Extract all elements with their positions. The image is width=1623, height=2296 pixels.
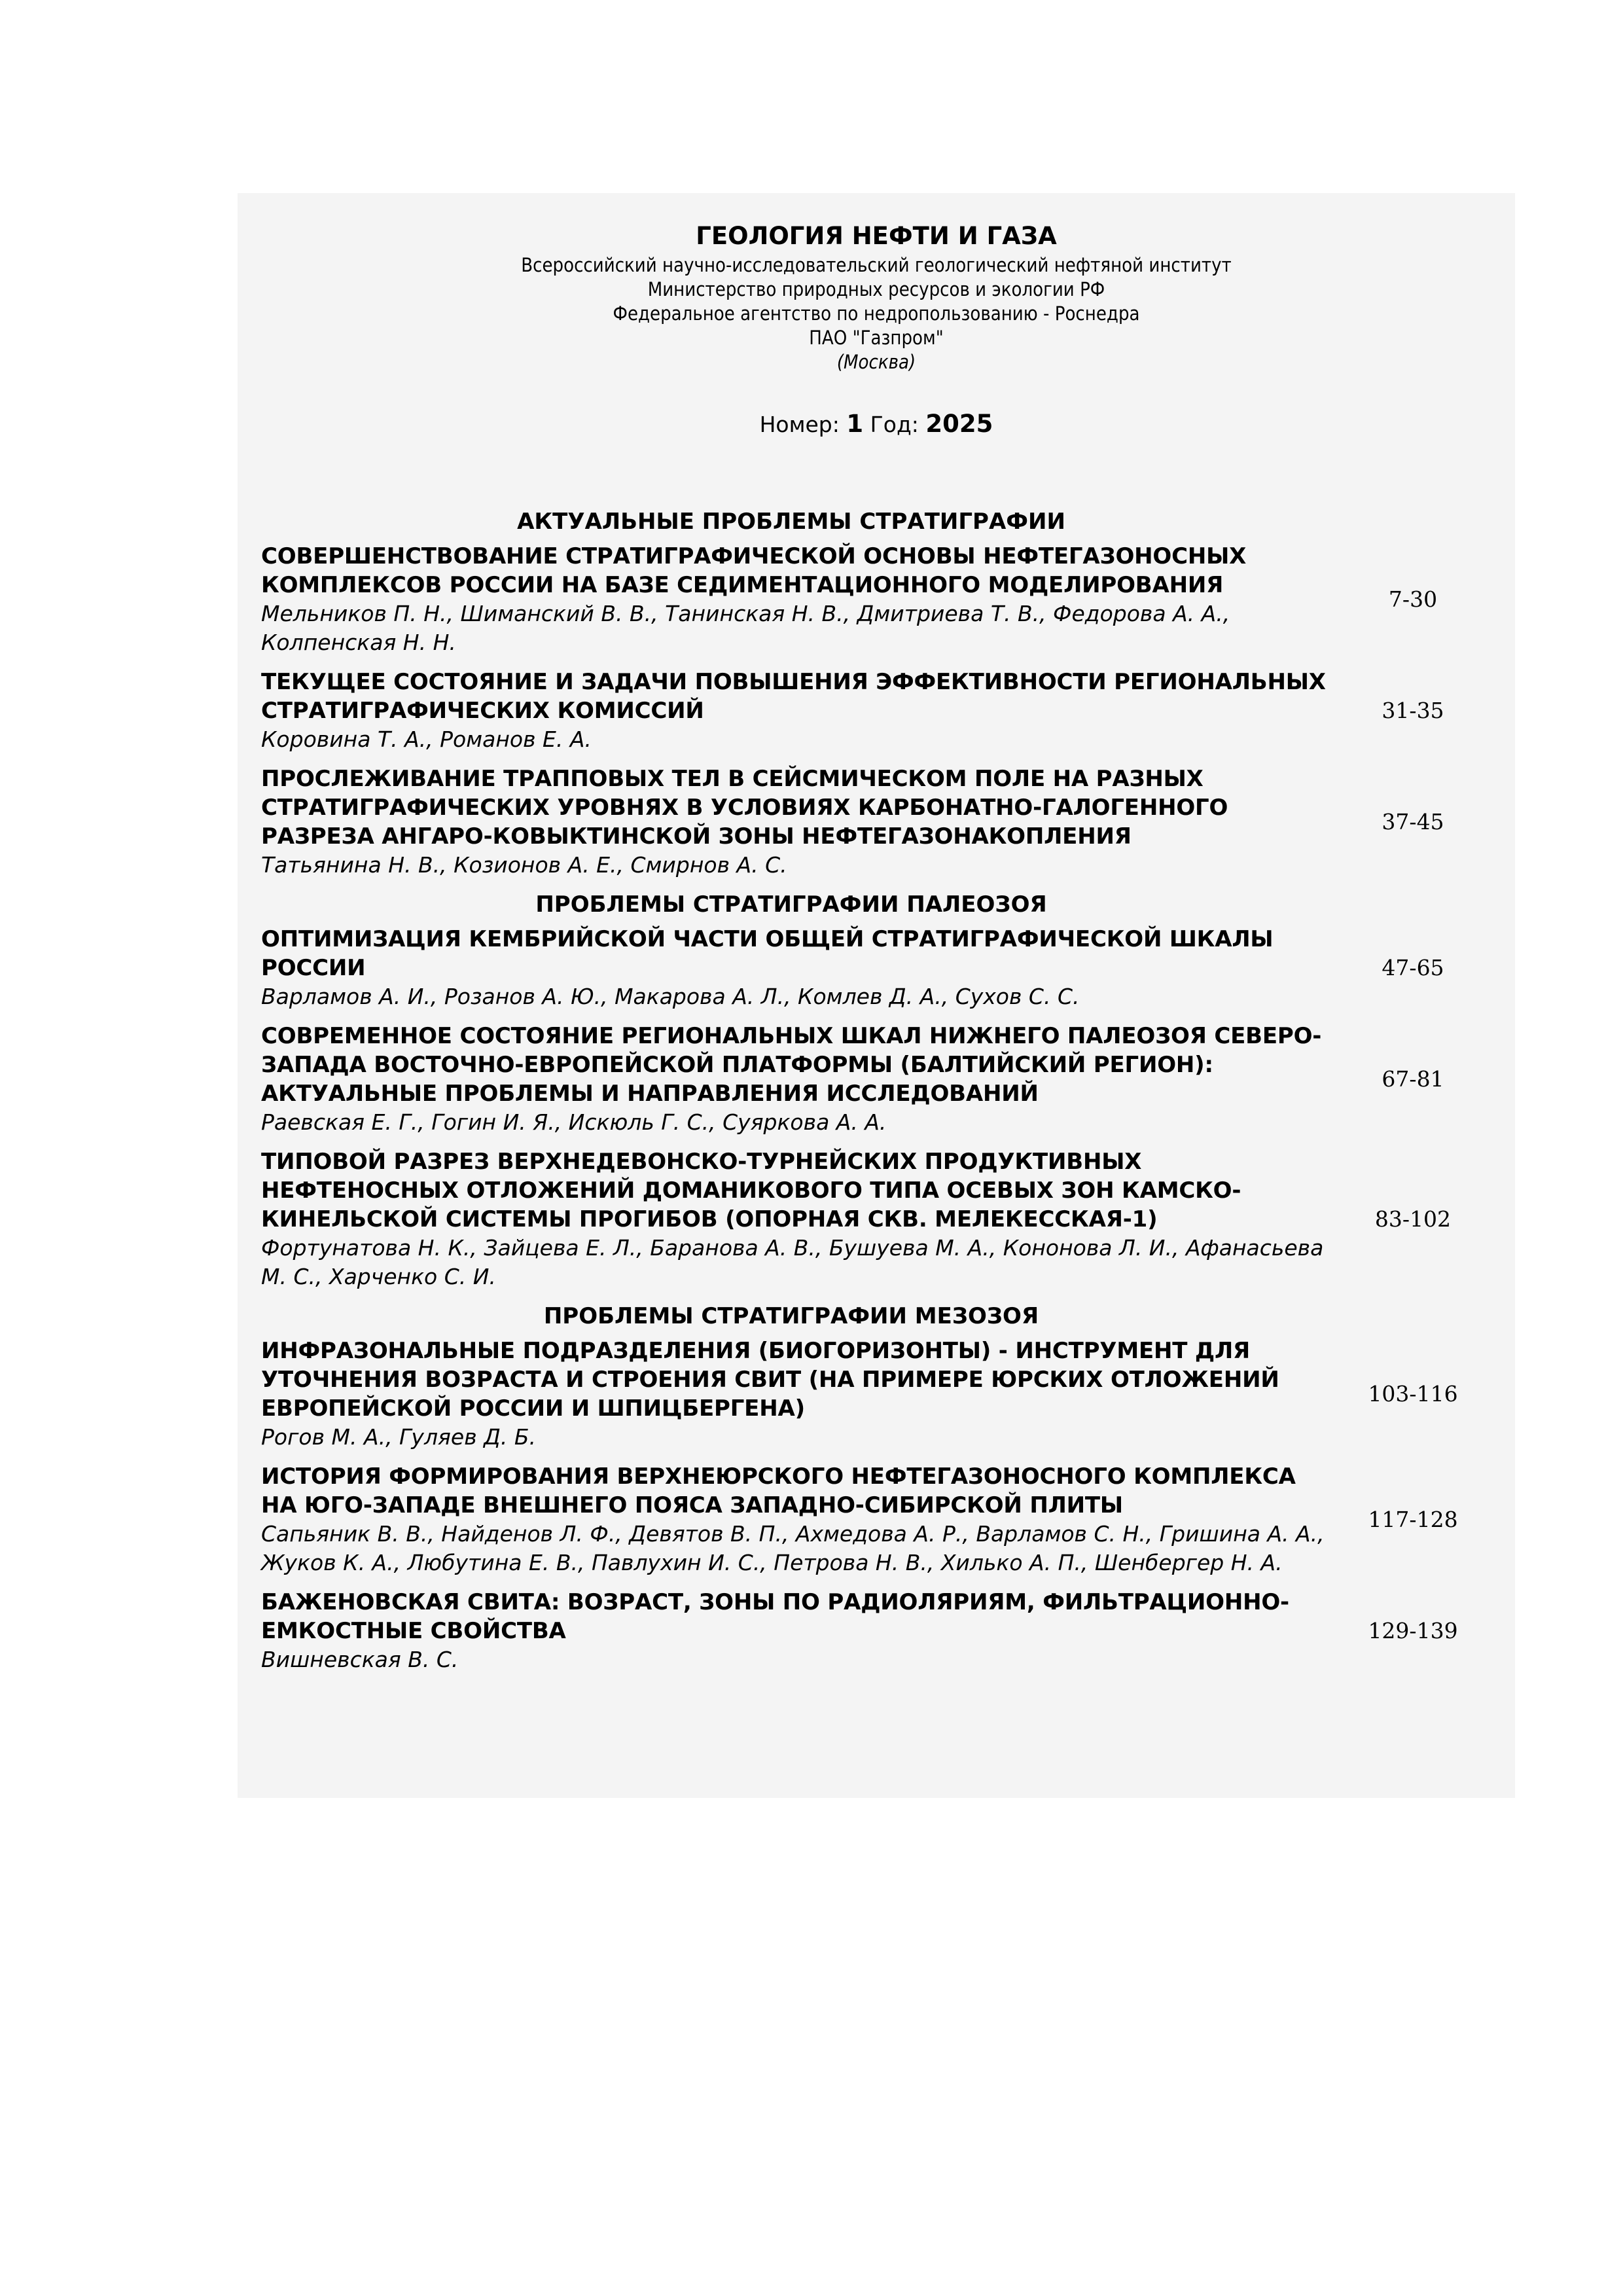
article-pages: 31-35 [1382, 698, 1444, 723]
article-authors: Варламов А. И., Розанов А. Ю., Макарова А. Л., Комлев Д. А., Сухов С. С. [261, 984, 1080, 1009]
article-pages: 47-65 [1382, 955, 1444, 980]
publisher-line: ПАО "Газпром" [809, 327, 944, 349]
issue-year: 2025 [925, 410, 993, 438]
article-title[interactable]: СОВРЕМЕННОЕ СОСТОЯНИЕ РЕГИОНАЛЬНЫХ ШКАЛ НИЖНЕГО ПАЛЕОЗОЯ СЕВЕРО-ЗАПАДА ВОСТОЧНО-ЕВРОПЕЙСКОЙ ПЛАТФОРМЫ (БАЛТИЙСКИЙ РЕГИОН): АКТУАЛЬНЫЕ ПРОБЛЕМЫ И НАПРАВЛЕНИЯ ИССЛЕДОВАНИЙ [261, 1023, 1322, 1107]
article-authors: Коровина Т. А., Романов Е. А. [261, 726, 592, 752]
article-authors: Вишневская В. С. [261, 1647, 459, 1672]
article-authors: Раевская Е. Г., Гогин И. Я., Искюль Г. С., Суяркова А. А. [261, 1109, 887, 1135]
article-entry [261, 542, 1491, 657]
article-pages: 103-116 [1368, 1381, 1458, 1407]
article-title[interactable]: ТЕКУЩЕЕ СОСТОЯНИЕ И ЗАДАЧИ ПОВЫШЕНИЯ ЭФФЕКТИВНОСТИ РЕГИОНАЛЬНЫХ СТРАТИГРАФИЧЕСКИХ КОМИССИЙ [261, 669, 1326, 724]
article-pages: 117-128 [1368, 1507, 1458, 1532]
article-entry [261, 1336, 1491, 1452]
issue-info [238, 411, 1515, 438]
article-authors: Сапьяник В. В., Найденов Л. Ф., Девятов В. П., Ахмедова А. Р., Варламов С. Н., Гришина А. А., Жуков К. А., Любутина Е. В., Павлухин И. С., Петрова Н. В., Хилько А. П., Шенбергер Н. А. [261, 1521, 1325, 1575]
article-title[interactable]: БАЖЕНОВСКАЯ СВИТА: ВОЗРАСТ, ЗОНЫ ПО РАДИОЛЯРИЯМ, ФИЛЬТРАЦИОННО-ЕМКОСТНЫЕ СВОЙСТВА [261, 1589, 1289, 1644]
article-entry [261, 764, 1491, 880]
article-entry [261, 1462, 1491, 1577]
contents-panel [238, 193, 1515, 1798]
article-entry [261, 1022, 1491, 1137]
publisher-line: Всероссийский научно-исследовательский геологический нефтяной институт [521, 254, 1232, 276]
article-pages: 37-45 [1382, 809, 1444, 834]
article-title[interactable]: ПРОСЛЕЖИВАНИЕ ТРАППОВЫХ ТЕЛ В СЕЙСМИЧЕСКОМ ПОЛЕ НА РАЗНЫХ СТРАТИГРАФИЧЕСКИХ УРОВНЯХ В УСЛОВИЯХ КАРБОНАТНО-ГАЛОГЕННОГО РАЗРЕЗА АНГАРО-КОВЫКТИНСКОЙ ЗОНЫ НЕФТЕГАЗОНАКОПЛЕНИЯ [261, 766, 1228, 850]
article-title[interactable]: ИСТОРИЯ ФОРМИРОВАНИЯ ВЕРХНЕЮРСКОГО НЕФТЕГАЗОНОСНОГО КОМПЛЕКСА НА ЮГО-ЗАПАДЕ ВНЕШНЕГО ПОЯСА ЗАПАДНО-СИБИРСКОЙ ПЛИТЫ [261, 1463, 1296, 1518]
article-title[interactable]: ОПТИМИЗАЦИЯ КЕМБРИЙСКОЙ ЧАСТИ ОБЩЕЙ СТРАТИГРАФИЧЕСКОЙ ШКАЛЫ РОССИИ [261, 926, 1274, 981]
publisher-city: (Москва) [836, 351, 916, 373]
article-pages: 67-81 [1382, 1066, 1444, 1092]
section-heading: ПРОБЛЕМЫ СТРАТИГРАФИИ МЕЗОЗОЯ [543, 1303, 1039, 1329]
article-pages: 129-139 [1368, 1618, 1458, 1643]
issue-number: 1 [846, 410, 864, 438]
article-title[interactable]: ИНФРАЗОНАЛЬНЫЕ ПОДРАЗДЕЛЕНИЯ (БИОГОРИЗОНТЫ) - ИНСТРУМЕНТ ДЛЯ УТОЧНЕНИЯ ВОЗРАСТА И СТРОЕНИЯ СВИТ (НА ПРИМЕРЕ ЮРСКИХ ОТЛОЖЕНИЙ ЕВРОПЕЙСКОЙ РОССИИ И ШПИЦБЕРГЕНА) [261, 1338, 1279, 1422]
article-entry [261, 925, 1491, 1011]
article-entry [261, 668, 1491, 754]
article-authors: Рогов М. А., Гуляев Д. Б. [261, 1424, 537, 1450]
article-authors: Фортунатова Н. К., Зайцева Е. Л., Баранова А. В., Бушуева М. А., Кононова Л. И., Афанасьева М. С., Харченко С. И. [261, 1235, 1324, 1289]
article-authors: Татьянина Н. В., Козионов А. Е., Смирнов А. С. [261, 852, 787, 878]
publisher-line: Федеральное агентство по недропользованию - Роснедра [613, 302, 1140, 325]
article-authors: Мельников П. Н., Шиманский В. В., Танинская Н. В., Дмитриева Т. В., Федорова А. А., Колпенская Н. Н. [261, 601, 1230, 655]
article-entry [261, 1147, 1491, 1291]
article-title[interactable]: ТИПОВОЙ РАЗРЕЗ ВЕРХНЕДЕВОНСКО-ТУРНЕЙСКИХ ПРОДУКТИВНЫХ НЕФТЕНОСНЫХ ОТЛОЖЕНИЙ ДОМАНИКОВОГО ТИПА ОСЕВЫХ ЗОН КАМСКО-КИНЕЛЬСКОЙ СИСТЕМЫ ПРОГИБОВ (ОПОРНАЯ СКВ. МЕЛЕКЕССКАЯ-1) [261, 1149, 1241, 1232]
article-pages: 83-102 [1374, 1206, 1452, 1232]
section-heading: АКТУАЛЬНЫЕ ПРОБЛЕМЫ СТРАТИГРАФИИ [517, 509, 1065, 535]
journal-title: ГЕОЛОГИЯ НЕФТИ И ГАЗА [696, 222, 1057, 250]
article-entry [261, 1588, 1491, 1674]
table-of-contents [261, 507, 1491, 1685]
issue-year-label: Год: [870, 412, 919, 437]
section-heading: ПРОБЛЕМЫ СТРАТИГРАФИИ ПАЛЕОЗОЯ [535, 891, 1047, 918]
issue-number-label: Номер: [759, 412, 840, 437]
publisher-line: Министерство природных ресурсов и экологии РФ [647, 278, 1105, 300]
masthead [238, 219, 1515, 374]
article-title[interactable]: СОВЕРШЕНСТВОВАНИЕ СТРАТИГРАФИЧЕСКОЙ ОСНОВЫ НЕФТЕГАЗОНОСНЫХ КОМПЛЕКСОВ РОССИИ НА БАЗЕ СЕДИМЕНТАЦИОННОГО МОДЕЛИРОВАНИЯ [261, 543, 1247, 598]
article-pages: 7-30 [1388, 586, 1438, 612]
